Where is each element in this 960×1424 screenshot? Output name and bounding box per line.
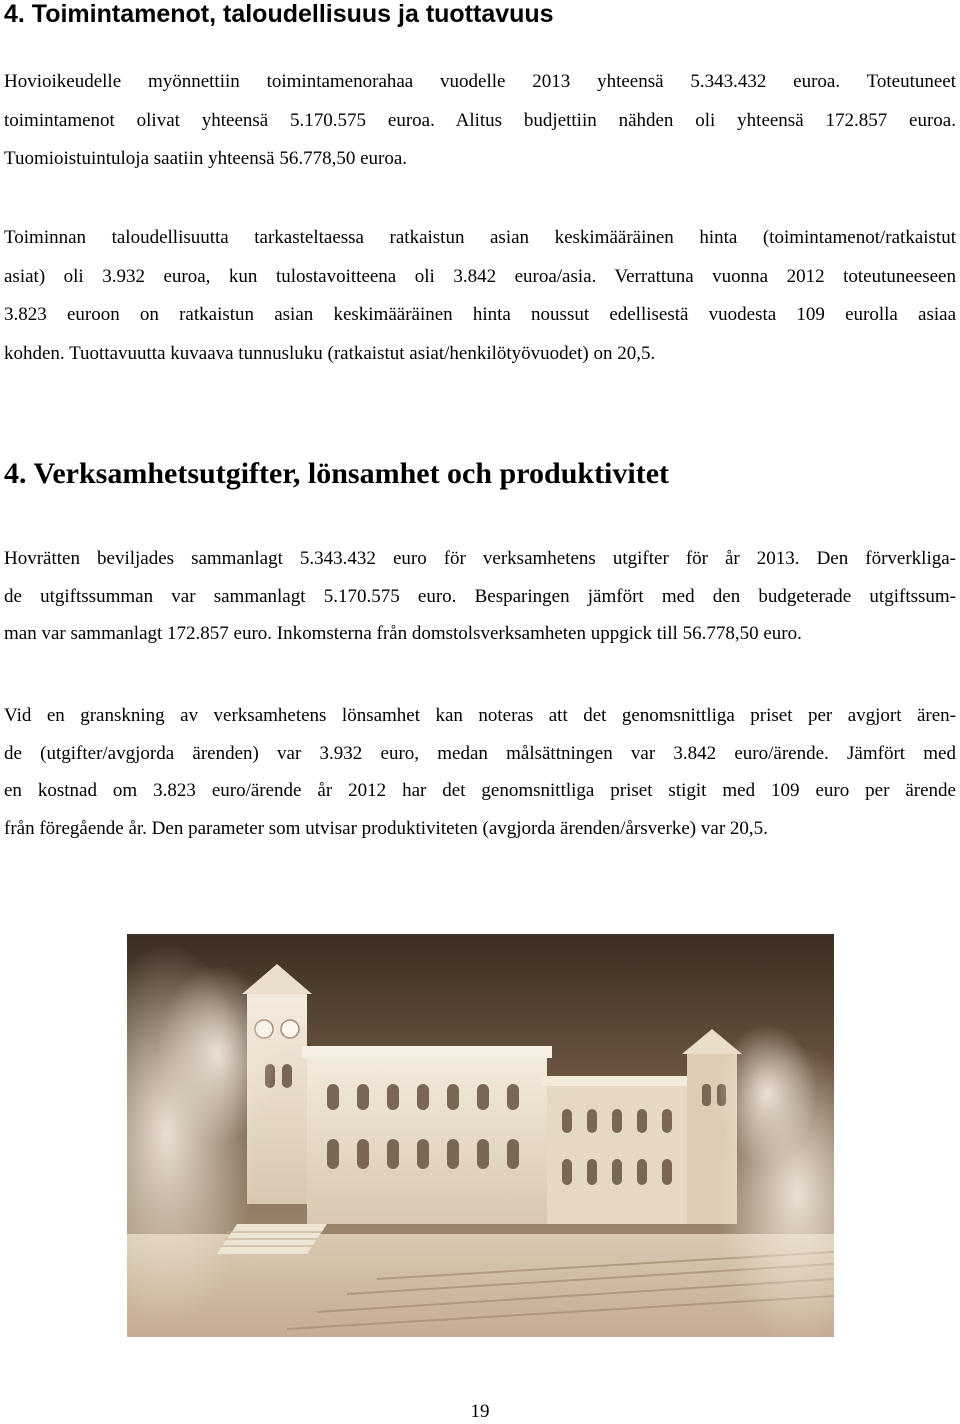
section-heading-fi: 4. Toimintamenot, taloudellisuus ja tuottavuus [4,0,554,28]
text-line: Hovrätten beviljades sammanlagt 5.343.432 euro för verksamhetens utgifter för år 2013. Den förverkliga- [4,548,956,569]
paragraph-sv-economy [4,697,956,847]
text-line: Tuomioistuintuloja saatiin yhteensä 56.778,50 euroa. [4,148,408,169]
paragraph-sv-budget [4,540,956,653]
text-line: de utgiftssumman var sammanlagt 5.170.575 euro. Besparingen jämfört med den budgeterade utgiftssum- [4,585,956,607]
text-line: kohden. Tuottavuutta kuvaava tunnusluku (ratkaistut asiat/henkilötyövuodet) on 20,5. [4,342,656,364]
building-model-photo [127,934,834,1337]
page-number: 19 [470,1401,490,1422]
text-line: 3.823 euroon on ratkaistun asian keskimääräinen hinta noussut edellisestä vuodesta 109 eurolla asiaa [4,304,956,325]
section-heading-sv: 4. Verksamhetsutgifter, lönsamhet och produktivitet [4,457,670,490]
paragraph-fi-budget [4,63,956,179]
text-line: Toiminnan taloudellisuutta tarkasteltaessa ratkaistun asian keskimääräinen hinta (toimintamenot/ratkaistut [4,227,956,248]
text-line: Vid en granskning av verksamhetens lönsamhet kan noteras att det genomsnittliga priset per avgjort ären- [4,705,956,726]
text-line: asiat) oli 3.932 euroa, kun tulostavoitteena oli 3.842 euroa/asia. Verrattuna vuonna 2012 toteutuneeseen [4,265,956,287]
building-model-illustration [127,934,834,1337]
text-line: toimintamenot olivat yhteensä 5.170.575 euroa. Alitus budjettiin nähden oli yhteensä 172.857 euroa. [4,109,956,131]
text-line: de (utgifter/avgjorda ärenden) var 3.932 euro, medan målsättningen var 3.842 euro/ärende. Jämfört med [4,742,956,764]
text-line: Hovioikeudelle myönnettiin toimintamenorahaa vuodelle 2013 yhteensä 5.343.432 euroa. Toteutuneet [4,71,956,92]
text-line: en kostnad om 3.823 euro/ärende år 2012 har det genomsnittliga priset stigit med 109 euro per ärende [4,780,956,801]
text-line: från föregående år. Den parameter som utvisar produktiviteten (avgjorda ärenden/årsverke) var 20,5. [4,817,768,839]
text-line: man var sammanlagt 172.857 euro. Inkomsterna från domstolsverksamheten uppgick till 56.778,50 euro. [4,623,802,644]
paragraph-fi-economy [4,219,956,373]
